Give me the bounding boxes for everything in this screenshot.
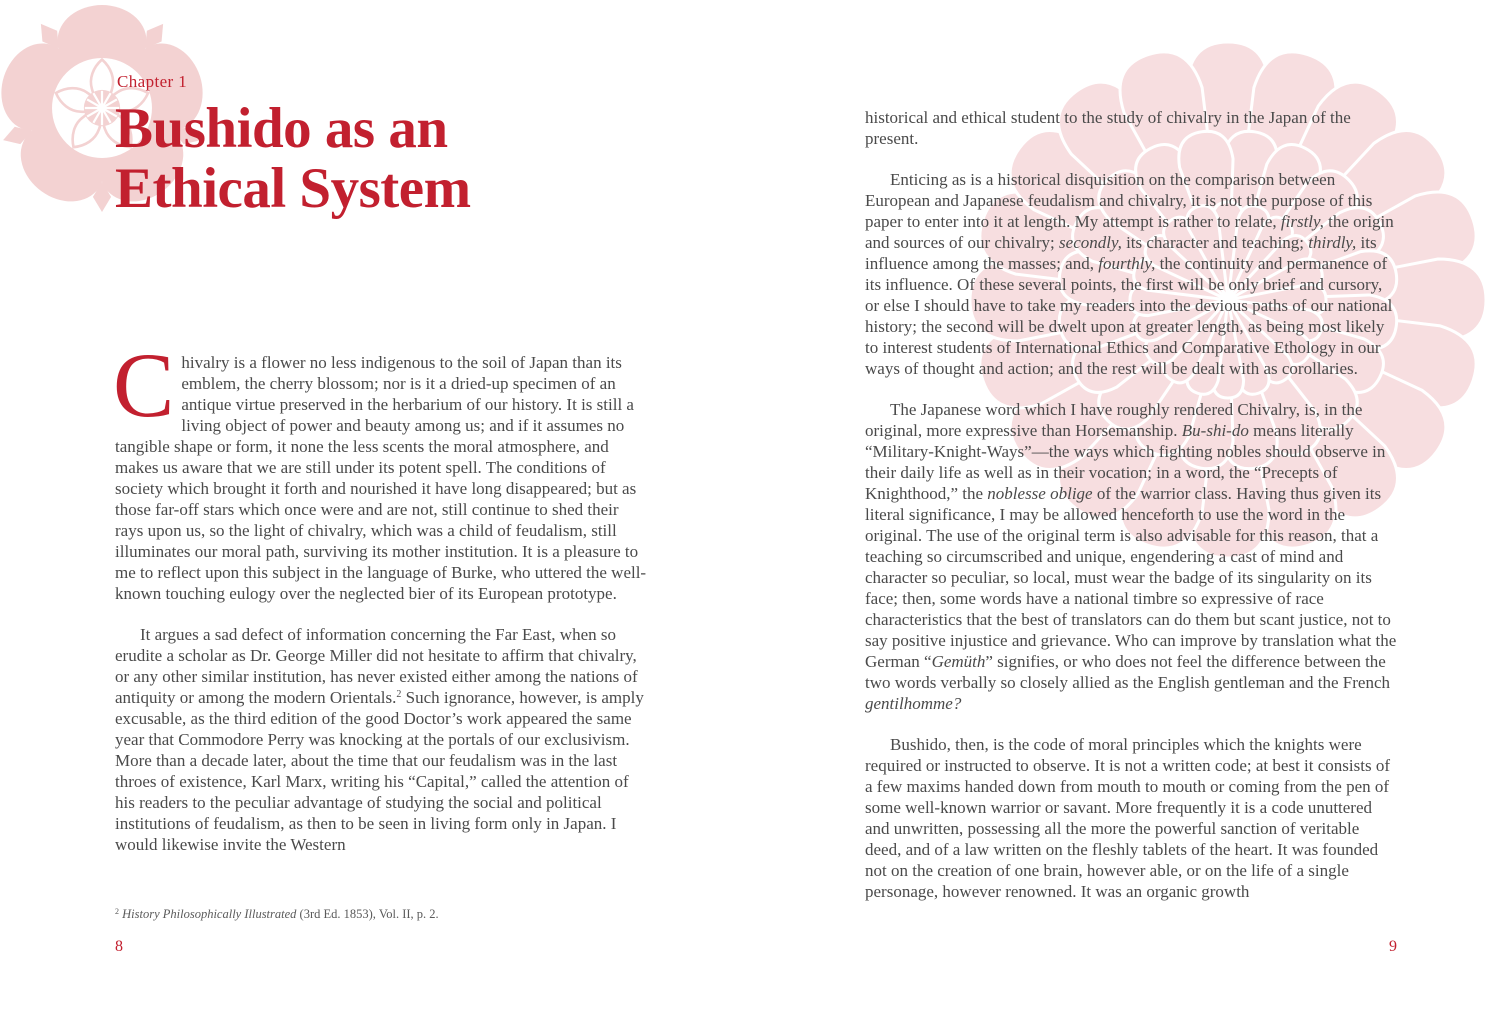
chapter-label: Chapter 1 <box>117 72 188 91</box>
paragraph: It argues a sad defect of information concerning the Far East, when so erudite a scholar as Dr. George Miller did not hesitate to affirm that chivalry, or any other similar institution, has never existed either among the nations of antiquity or among the modern Orientals.$^2$ Such ignorance, however, is amply excusable, as the third edition of the good Doctor’s work appeared the same year that Commodore Perry was knocking at the portals of our exclusivism. More than a decade later, about the time that our feudalism was in the last throes of existence, Karl Marx, writing his “Capital,” called the attention of his readers to the peculiar advantage of studying the social and political institutions of feudalism, as then to be seen in living form only in Japan. I would likewise invite the Western <box>115 625 644 854</box>
drop-cap-letter: C <box>113 334 175 436</box>
paragraph: The Japanese word which I have roughly rendered Chivalry, is, in the original, more expressive than Horsemanship. Bu-shi-do means literally “Military-Knight-Ways”—the ways which fighting nobles should observe in their daily life as well as in their vocation; in a word, the “Precepts of Knighthood,” the noblesse oblige of the warrior class. Having thus given its literal significance, I may be allowed henceforth to use the word in the original. The use of the original term is also advisable for this reason, that a teaching so circumscribed and unique, engendering a cast of mind and character so peculiar, so local, must wear the badge of its singularity on its face; then, some words have a national timbre so expressive of race characteristics that the best of translators can do them but scant justice, not to say positive injustice and grievance. Who can improve by translation what the German “Gemüth” signifies, or who does not feel the difference between the two words verbally so closely allied as the English gentleman and the French gentilhomme? <box>865 400 1397 713</box>
chapter-header <box>115 72 471 219</box>
chapter-title <box>115 99 471 219</box>
right-page-text <box>865 107 1397 922</box>
chapter-title-line2: Ethical System <box>115 157 471 220</box>
paragraph: historical and ethical student to the study of chivalry in the Japan of the present. <box>865 108 1351 148</box>
crest-center-dot <box>97 103 106 112</box>
left-page-text <box>113 334 647 875</box>
footnote: $^2$ History Philosophically Illustrated (3rd Ed. 1853), Vol. II, p. 2. <box>115 907 439 921</box>
paragraph: Chivalry is a flower no less indigenous to the soil of Japan than its emblem, the cherry blossom; nor is it a dried-up specimen of an antique virtue preserved in the herbarium of our history. It is still a living object of power and beauty among us; and if it assumes no tangible shape or form, it none the less scents the moral atmosphere, and makes us aware that we are still under its potent spell. The conditions of society which brought it forth and nourished it have long disappeared; but as those far-off stars which once were and are not, still continue to shed their rays upon us, so the light of chivalry, which was a child of feudalism, still illuminates our moral path, surviving its mother institution. It is a pleasure to me to reflect upon this subject in the language of Burke, who uttered the well-known touching eulogy over the neglected bier of its European prototype. <box>113 334 647 603</box>
chapter-title-line1: Bushido as an <box>115 97 448 160</box>
page-number-right: 9 <box>1389 938 1397 955</box>
page-number-left: 8 <box>115 938 123 955</box>
paragraph: Enticing as is a historical disquisition on the comparison between European and Japanese feudalism and chivalry, it is not the purpose of this paper to enter into it at length. My attempt is rather to relate, firstly, the origin and sources of our chivalry; secondly, its character and teaching; thirdly, its influence among the masses; and, fourthly, the continuity and permanence of its influence. Of these several points, the first will be only brief and cursory, or else I should have to take my readers into the devious paths of our national history; the second will be dwelt upon at greater length, as being most likely to interest students of International Ethics and Comparative Ethology in our ways of thought and action; and the rest will be dealt with as corollaries. <box>865 170 1394 378</box>
paragraph: Bushido, then, is the code of moral principles which the knights were required or instructed to observe. It is not a written code; at best it consists of a few maxims handed down from mouth to mouth or coming from the pen of some well-known warrior or savant. More frequently it is a code unuttered and unwritten, possessing all the more the powerful sanction of veritable deed, and of a law written on the fleshly tablets of the heart. It was founded not on the creation of one brain, however able, or on the life of a single personage, however renowned. It was an organic growth <box>865 735 1390 901</box>
